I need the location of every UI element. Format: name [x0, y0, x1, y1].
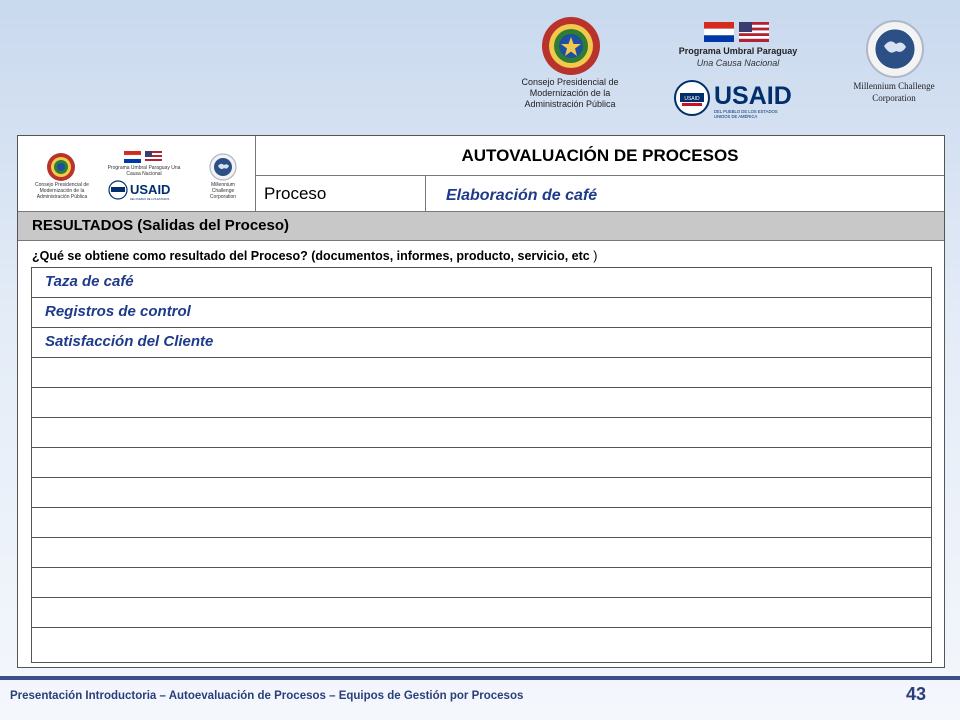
umbral-title: Programa Umbral Paraguay — [678, 46, 798, 56]
result-row[interactable] — [32, 388, 931, 418]
result-row[interactable] — [32, 598, 931, 628]
consejo-caption: Consejo Presidencial de Modernización de la Administración Pública — [521, 77, 619, 109]
mini-mcc-caption: Millennium Challenge Corporation — [209, 182, 237, 200]
form-title: AUTOVALUACIÓN DE PROCESOS — [256, 136, 944, 176]
result-row[interactable] — [32, 628, 931, 662]
page-number: 43 — [906, 684, 927, 704]
proceso-value-field[interactable]: Elaboración de café — [446, 187, 598, 204]
mini-flags-icon — [124, 151, 164, 163]
mini-paraguay-seal-icon — [46, 152, 76, 182]
svg-text:UNIDOS DE AMÉRICA: UNIDOS DE AMÉRICA — [714, 114, 758, 119]
umbral-subtitle: Una Causa Nacional — [696, 58, 780, 68]
question-close: ) — [589, 249, 598, 263]
result-row[interactable]: Taza de café — [32, 268, 931, 298]
footer-text: Presentación Introductoria – Autoevaluación de Procesos – Equipos de Gestión por Procesos — [10, 690, 524, 702]
autovaluacion-form — [17, 135, 945, 668]
svg-text:USAID: USAID — [130, 182, 171, 197]
result-row[interactable] — [32, 418, 931, 448]
mini-usaid-logo-icon — [108, 179, 180, 203]
mini-consejo-caption: Consejo Presidencial de Modernización de la Administración Pública — [35, 182, 89, 200]
result-row[interactable] — [32, 568, 931, 598]
results-table — [31, 267, 932, 663]
flags-icon — [704, 20, 770, 44]
paraguay-seal-icon — [541, 16, 601, 76]
mini-mcc-seal-icon — [209, 153, 237, 181]
result-row[interactable] — [32, 478, 931, 508]
usaid-logo-icon — [674, 78, 800, 120]
svg-text:USAID: USAID — [714, 82, 792, 110]
mcc-seal-icon — [866, 20, 924, 78]
mini-umbral-caption: Programa Umbral Paraguay Una Causa Nacional — [107, 165, 181, 177]
result-row[interactable] — [32, 448, 931, 478]
result-row[interactable]: Registros de control — [32, 298, 931, 328]
result-row[interactable] — [32, 358, 931, 388]
mcc-caption: Millennium Challenge Corporation — [853, 81, 935, 103]
question-text — [32, 249, 932, 263]
svg-text:DEL PUEBLO DE LOS ESTADOS: DEL PUEBLO DE LOS ESTADOS — [714, 109, 778, 114]
proceso-label: Proceso — [256, 176, 426, 211]
svg-text:USAID: USAID — [684, 96, 700, 102]
form-logo-cell — [18, 136, 256, 211]
resultados-heading: RESULTADOS (Salidas del Proceso) — [18, 211, 944, 241]
question-main: ¿Qué se obtiene como resultado del Proceso? (documentos, informes, producto, servicio, etc — [32, 249, 590, 263]
result-row[interactable] — [32, 508, 931, 538]
result-row[interactable] — [32, 538, 931, 568]
result-row[interactable]: Satisfacción del Cliente — [32, 328, 931, 358]
footer-divider — [0, 676, 960, 680]
svg-text:DEL PUEBLO DE LOS ESTADOS: DEL PUEBLO DE LOS ESTADOS — [130, 198, 170, 201]
